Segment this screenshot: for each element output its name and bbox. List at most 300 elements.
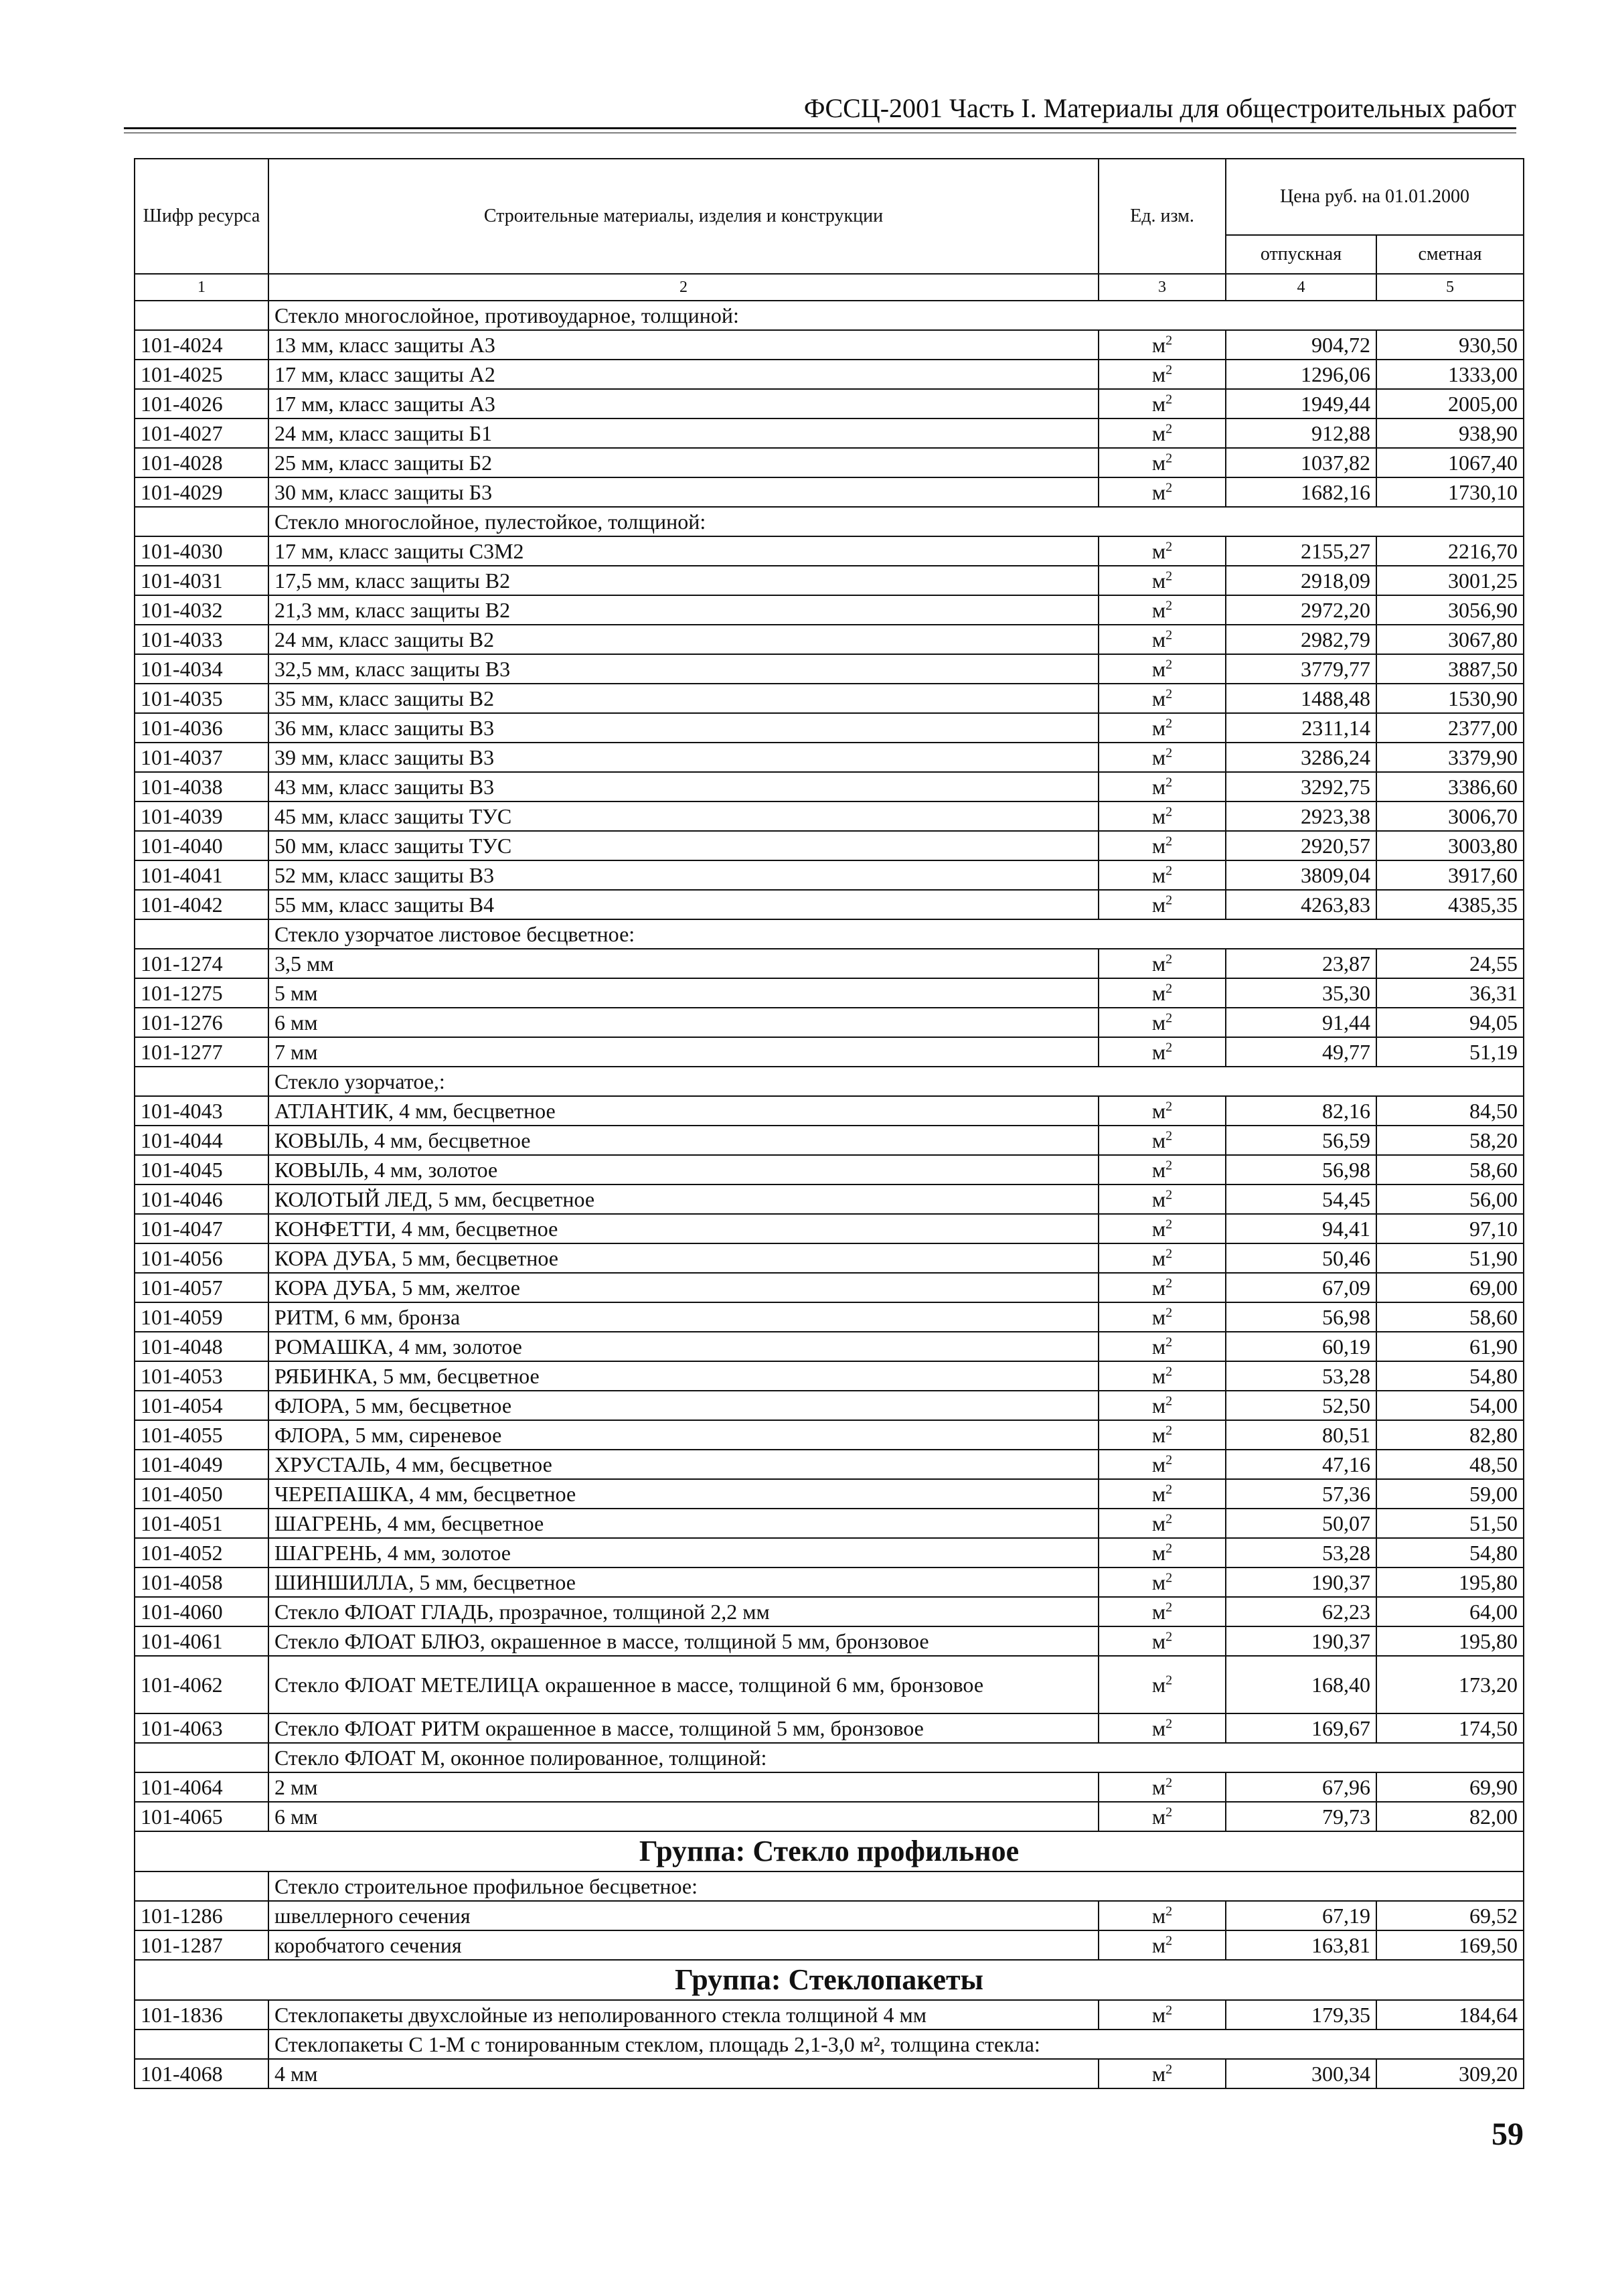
unit-superscript: 2: [1165, 1805, 1173, 1820]
material-name: 35 мм, класс защиты В2: [268, 684, 1099, 713]
resource-code: 101-1287: [135, 1930, 268, 1960]
unit-label: м: [1151, 2003, 1166, 2027]
estimate-price: 1530,90: [1376, 684, 1524, 713]
release-price: 2982,79: [1226, 625, 1376, 654]
unit-label: м: [1151, 1805, 1166, 1829]
section-title: Стекло строительное профильное бесцветное:: [268, 1871, 1524, 1901]
release-price: 2918,09: [1226, 566, 1376, 595]
material-name: ЧЕРЕПАШКА, 4 мм, бесцветное: [268, 1479, 1099, 1509]
unit-superscript: 2: [1165, 951, 1173, 967]
unit-cell: [1099, 1713, 1226, 1743]
release-price: 56,98: [1226, 1302, 1376, 1332]
unit-superscript: 2: [1165, 775, 1173, 790]
unit-superscript: 2: [1165, 1673, 1173, 1688]
release-price: 50,46: [1226, 1243, 1376, 1273]
unit-label: м: [1151, 1276, 1166, 1300]
estimate-price: 3006,70: [1376, 801, 1524, 831]
section-row: [135, 507, 1524, 536]
unit-label: м: [1151, 804, 1166, 828]
estimate-price: 3379,90: [1376, 743, 1524, 772]
unit-superscript: 2: [1165, 1716, 1173, 1732]
material-name: 6 мм: [268, 1802, 1099, 1831]
unit-cell: [1099, 1214, 1226, 1243]
estimate-price: 174,50: [1376, 1713, 1524, 1743]
unit-label: м: [1151, 1775, 1166, 1799]
resource-code: 101-4028: [135, 448, 268, 477]
unit-label: м: [1151, 1423, 1166, 1447]
estimate-price: 58,20: [1376, 1126, 1524, 1155]
table-row: [135, 1479, 1524, 1509]
estimate-price: 51,19: [1376, 1037, 1524, 1067]
table-row: [135, 1509, 1524, 1538]
resource-code: 101-4034: [135, 654, 268, 684]
material-name: ХРУСТАЛЬ, 4 мм, бесцветное: [268, 1450, 1099, 1479]
estimate-price: 930,50: [1376, 330, 1524, 360]
unit-superscript: 2: [1165, 1099, 1173, 1114]
material-name: Стекло ФЛОАТ ГЛАДЬ, прозрачное, толщиной 2,2 мм: [268, 1597, 1099, 1626]
resource-code: 101-4025: [135, 360, 268, 389]
release-price: 56,59: [1226, 1126, 1376, 1155]
estimate-price: 56,00: [1376, 1184, 1524, 1214]
unit-superscript: 2: [1165, 1570, 1173, 1586]
resource-code: 101-4056: [135, 1243, 268, 1273]
unit-cell: [1099, 713, 1226, 743]
release-price: 2155,27: [1226, 536, 1376, 566]
estimate-price: 3917,60: [1376, 860, 1524, 890]
resource-code: 101-4065: [135, 1802, 268, 1831]
header-release: отпускная: [1226, 235, 1376, 274]
unit-label: м: [1151, 1364, 1166, 1388]
table-row: [135, 801, 1524, 831]
release-price: 169,67: [1226, 1713, 1376, 1743]
table-row: [135, 448, 1524, 477]
unit-label: м: [1151, 1511, 1166, 1535]
material-name: ШИНШИЛЛА, 5 мм, бесцветное: [268, 1567, 1099, 1597]
resource-code: 101-4041: [135, 860, 268, 890]
resource-code: 101-4040: [135, 831, 268, 860]
unit-cell: [1099, 1096, 1226, 1126]
resource-code: 101-4033: [135, 625, 268, 654]
unit-label: м: [1151, 451, 1166, 475]
unit-cell: [1099, 1243, 1226, 1273]
unit-cell: [1099, 1626, 1226, 1656]
unit-label: м: [1151, 745, 1166, 769]
estimate-price: 58,60: [1376, 1155, 1524, 1184]
material-name: РЯБИНКА, 5 мм, бесцветное: [268, 1361, 1099, 1391]
unit-label: м: [1151, 392, 1166, 416]
table-row: [135, 360, 1524, 389]
estimate-price: 36,31: [1376, 978, 1524, 1008]
table-row: [135, 1302, 1524, 1332]
table-row: [135, 1626, 1524, 1656]
unit-superscript: 2: [1165, 1364, 1173, 1379]
column-number: 1: [135, 274, 268, 301]
release-price: 1488,48: [1226, 684, 1376, 713]
group-row: [135, 1831, 1524, 1871]
table-row: [135, 2000, 1524, 2030]
unit-cell: [1099, 1155, 1226, 1184]
table-row: [135, 477, 1524, 507]
table-row: [135, 1420, 1524, 1450]
estimate-price: 184,64: [1376, 2000, 1524, 2030]
material-name: 55 мм, класс защиты В4: [268, 890, 1099, 919]
release-price: 912,88: [1226, 418, 1376, 448]
unit-label: м: [1151, 1246, 1166, 1270]
release-price: 53,28: [1226, 1361, 1376, 1391]
material-name: КОВЫЛЬ, 4 мм, бесцветное: [268, 1126, 1099, 1155]
table-row: [135, 949, 1524, 978]
material-name: 4 мм: [268, 2059, 1099, 2088]
material-name: КОВЫЛЬ, 4 мм, золотое: [268, 1155, 1099, 1184]
table-row: [135, 890, 1524, 919]
section-code-cell: [135, 1743, 268, 1772]
release-price: 52,50: [1226, 1391, 1376, 1420]
table-row: [135, 1155, 1524, 1184]
resource-code: 101-4044: [135, 1126, 268, 1155]
unit-label: м: [1151, 981, 1166, 1005]
unit-label: м: [1151, 627, 1166, 652]
unit-cell: [1099, 1361, 1226, 1391]
unit-label: м: [1151, 1716, 1166, 1740]
unit-label: м: [1151, 1673, 1166, 1697]
material-name: 13 мм, класс защиты А3: [268, 330, 1099, 360]
estimate-price: 48,50: [1376, 1450, 1524, 1479]
unit-superscript: 2: [1165, 1629, 1173, 1644]
estimate-price: 195,80: [1376, 1626, 1524, 1656]
unit-superscript: 2: [1165, 863, 1173, 878]
material-name: Стекло ФЛОАТ РИТМ окрашенное в массе, толщиной 5 мм, бронзовое: [268, 1713, 1099, 1743]
unit-label: м: [1151, 362, 1166, 386]
unit-superscript: 2: [1165, 686, 1173, 702]
resource-code: 101-4038: [135, 772, 268, 801]
unit-superscript: 2: [1165, 1775, 1173, 1790]
resource-code: 101-4024: [135, 330, 268, 360]
table-row: [135, 1273, 1524, 1302]
estimate-price: 69,90: [1376, 1772, 1524, 1802]
estimate-price: 3386,60: [1376, 772, 1524, 801]
estimate-price: 82,80: [1376, 1420, 1524, 1450]
estimate-price: 64,00: [1376, 1597, 1524, 1626]
table-row: [135, 1597, 1524, 1626]
resource-code: 101-4061: [135, 1626, 268, 1656]
unit-cell: [1099, 1597, 1226, 1626]
unit-superscript: 2: [1165, 480, 1173, 495]
resource-code: 101-4032: [135, 595, 268, 625]
unit-cell: [1099, 1930, 1226, 1960]
estimate-price: 54,80: [1376, 1538, 1524, 1567]
unit-superscript: 2: [1165, 1276, 1173, 1291]
resource-code: 101-4045: [135, 1155, 268, 1184]
release-price: 190,37: [1226, 1626, 1376, 1656]
material-name: РОМАШКА, 4 мм, золотое: [268, 1332, 1099, 1361]
resource-code: 101-4031: [135, 566, 268, 595]
release-price: 2923,38: [1226, 801, 1376, 831]
unit-label: м: [1151, 1629, 1166, 1653]
resource-code: 101-4060: [135, 1597, 268, 1626]
unit-label: м: [1151, 1334, 1166, 1359]
estimate-price: 3887,50: [1376, 654, 1524, 684]
resource-code: 101-4036: [135, 713, 268, 743]
table-row: [135, 1096, 1524, 1126]
resource-code: 101-4026: [135, 389, 268, 418]
unit-cell: [1099, 1008, 1226, 1037]
table-row: [135, 654, 1524, 684]
unit-superscript: 2: [1165, 539, 1173, 554]
estimate-price: 1333,00: [1376, 360, 1524, 389]
table-row: [135, 1008, 1524, 1037]
table-row: [135, 389, 1524, 418]
unit-label: м: [1151, 657, 1166, 681]
unit-superscript: 2: [1165, 1158, 1173, 1173]
unit-superscript: 2: [1165, 2062, 1173, 2077]
material-name: РИТМ, 6 мм, бронза: [268, 1302, 1099, 1332]
table-row: [135, 1391, 1524, 1420]
material-name: 17,5 мм, класс защиты В2: [268, 566, 1099, 595]
unit-superscript: 2: [1165, 1423, 1173, 1438]
material-name: 5 мм: [268, 978, 1099, 1008]
release-price: 3292,75: [1226, 772, 1376, 801]
resource-code: 101-4052: [135, 1538, 268, 1567]
material-name: 2 мм: [268, 1772, 1099, 1802]
material-name: КОНФЕТТИ, 4 мм, бесцветное: [268, 1214, 1099, 1243]
resource-code: 101-1836: [135, 2000, 268, 2030]
material-name: КОЛОТЫЙ ЛЕД, 5 мм, бесцветное: [268, 1184, 1099, 1214]
section-row: [135, 1871, 1524, 1901]
material-name: 39 мм, класс защиты В3: [268, 743, 1099, 772]
release-price: 60,19: [1226, 1332, 1376, 1361]
table-row: [135, 330, 1524, 360]
column-number: 3: [1099, 274, 1226, 301]
unit-cell: [1099, 1420, 1226, 1450]
estimate-price: 169,50: [1376, 1930, 1524, 1960]
section-row: [135, 919, 1524, 949]
release-price: 1296,06: [1226, 360, 1376, 389]
unit-cell: [1099, 1037, 1226, 1067]
unit-label: м: [1151, 1099, 1166, 1123]
unit-label: м: [1151, 1305, 1166, 1329]
header-code: Шифр ресурса: [135, 159, 268, 274]
unit-superscript: 2: [1165, 745, 1173, 761]
table-row: [135, 1126, 1524, 1155]
release-price: 2920,57: [1226, 831, 1376, 860]
header-estimate: сметная: [1376, 235, 1524, 274]
material-name: 32,5 мм, класс защиты В3: [268, 654, 1099, 684]
table-row: [135, 978, 1524, 1008]
material-name: 21,3 мм, класс защиты В2: [268, 595, 1099, 625]
material-name: 45 мм, класс защиты ТУС: [268, 801, 1099, 831]
release-price: 67,09: [1226, 1273, 1376, 1302]
table-row: [135, 684, 1524, 713]
estimate-price: 69,52: [1376, 1901, 1524, 1930]
release-price: 3286,24: [1226, 743, 1376, 772]
unit-superscript: 2: [1165, 1511, 1173, 1527]
table-row: [135, 536, 1524, 566]
release-price: 49,77: [1226, 1037, 1376, 1067]
unit-cell: [1099, 860, 1226, 890]
release-price: 190,37: [1226, 1567, 1376, 1597]
price-table: [134, 158, 1524, 2089]
estimate-price: 94,05: [1376, 1008, 1524, 1037]
release-price: 3779,77: [1226, 654, 1376, 684]
unit-superscript: 2: [1165, 804, 1173, 820]
unit-label: м: [1151, 1217, 1166, 1241]
unit-superscript: 2: [1165, 451, 1173, 466]
unit-cell: [1099, 743, 1226, 772]
unit-cell: [1099, 772, 1226, 801]
table-row: [135, 772, 1524, 801]
material-name: КОРА ДУБА, 5 мм, желтое: [268, 1273, 1099, 1302]
unit-label: м: [1151, 716, 1166, 740]
unit-cell: [1099, 389, 1226, 418]
unit-label: м: [1151, 1187, 1166, 1211]
unit-label: м: [1151, 686, 1166, 710]
unit-cell: [1099, 1538, 1226, 1567]
material-name: 3,5 мм: [268, 949, 1099, 978]
release-price: 82,16: [1226, 1096, 1376, 1126]
material-name: ШАГРЕНЬ, 4 мм, золотое: [268, 1538, 1099, 1567]
material-name: 24 мм, класс защиты В2: [268, 625, 1099, 654]
release-price: 53,28: [1226, 1538, 1376, 1567]
unit-cell: [1099, 1509, 1226, 1538]
estimate-price: 54,00: [1376, 1391, 1524, 1420]
unit-cell: [1099, 1273, 1226, 1302]
unit-cell: [1099, 1772, 1226, 1802]
unit-cell: [1099, 1479, 1226, 1509]
material-name: АТЛАНТИК, 4 мм, бесцветное: [268, 1096, 1099, 1126]
resource-code: 101-4047: [135, 1214, 268, 1243]
release-price: 179,35: [1226, 2000, 1376, 2030]
unit-superscript: 2: [1165, 1393, 1173, 1409]
material-name: ШАГРЕНЬ, 4 мм, бесцветное: [268, 1509, 1099, 1538]
resource-code: 101-4068: [135, 2059, 268, 2088]
release-price: 3809,04: [1226, 860, 1376, 890]
unit-label: м: [1151, 1482, 1166, 1506]
unit-label: м: [1151, 863, 1166, 887]
unit-superscript: 2: [1165, 834, 1173, 849]
unit-superscript: 2: [1165, 1010, 1173, 1026]
unit-cell: [1099, 684, 1226, 713]
release-price: 23,87: [1226, 949, 1376, 978]
material-name: 17 мм, класс защиты А3: [268, 389, 1099, 418]
unit-cell: [1099, 831, 1226, 860]
resource-code: 101-4046: [135, 1184, 268, 1214]
table-row: [135, 418, 1524, 448]
section-title: Стекло ФЛОАТ М, оконное полированное, толщиной:: [268, 1743, 1524, 1772]
resource-code: 101-4064: [135, 1772, 268, 1802]
unit-label: м: [1151, 421, 1166, 445]
release-price: 4263,83: [1226, 890, 1376, 919]
table-row: [135, 1332, 1524, 1361]
resource-code: 101-4048: [135, 1332, 268, 1361]
material-name: 6 мм: [268, 1008, 1099, 1037]
release-price: 163,81: [1226, 1930, 1376, 1960]
unit-label: м: [1151, 834, 1166, 858]
table-row: [135, 1538, 1524, 1567]
release-price: 54,45: [1226, 1184, 1376, 1214]
resource-code: 101-4042: [135, 890, 268, 919]
estimate-price: 24,55: [1376, 949, 1524, 978]
estimate-price: 3067,80: [1376, 625, 1524, 654]
unit-cell: [1099, 2059, 1226, 2088]
unit-superscript: 2: [1165, 1305, 1173, 1320]
section-code-cell: [135, 301, 268, 330]
unit-cell: [1099, 1184, 1226, 1214]
unit-cell: [1099, 1802, 1226, 1831]
estimate-price: 59,00: [1376, 1479, 1524, 1509]
unit-label: м: [1151, 775, 1166, 799]
release-price: 67,96: [1226, 1772, 1376, 1802]
release-price: 904,72: [1226, 330, 1376, 360]
unit-superscript: 2: [1165, 1217, 1173, 1232]
unit-superscript: 2: [1165, 627, 1173, 643]
unit-superscript: 2: [1165, 1187, 1173, 1203]
unit-cell: [1099, 801, 1226, 831]
unit-cell: [1099, 654, 1226, 684]
material-name: Стекло ФЛОАТ МЕТЕЛИЦА окрашенное в массе, толщиной 6 мм, бронзовое: [268, 1656, 1099, 1713]
estimate-price: 3056,90: [1376, 595, 1524, 625]
unit-superscript: 2: [1165, 1541, 1173, 1556]
resource-code: 101-4053: [135, 1361, 268, 1391]
unit-superscript: 2: [1165, 981, 1173, 996]
unit-cell: [1099, 330, 1226, 360]
table-row: [135, 595, 1524, 625]
section-title: Стекло многослойное, пулестойкое, толщиной:: [268, 507, 1524, 536]
header-rule: [124, 127, 1516, 129]
unit-superscript: 2: [1165, 1482, 1173, 1497]
table-row: [135, 713, 1524, 743]
unit-cell: [1099, 1901, 1226, 1930]
resource-code: 101-4049: [135, 1450, 268, 1479]
release-price: 62,23: [1226, 1597, 1376, 1626]
header-name: Строительные материалы, изделия и конструкции: [268, 159, 1099, 274]
unit-superscript: 2: [1165, 1334, 1173, 1350]
material-name: 24 мм, класс защиты Б1: [268, 418, 1099, 448]
unit-cell: [1099, 1450, 1226, 1479]
resource-code: 101-4037: [135, 743, 268, 772]
table-row: [135, 743, 1524, 772]
material-name: 52 мм, класс защиты В3: [268, 860, 1099, 890]
estimate-price: 69,00: [1376, 1273, 1524, 1302]
release-price: 50,07: [1226, 1509, 1376, 1538]
unit-label: м: [1151, 1158, 1166, 1182]
release-price: 1037,82: [1226, 448, 1376, 477]
unit-superscript: 2: [1165, 568, 1173, 584]
section-row: [135, 2030, 1524, 2059]
estimate-price: 1067,40: [1376, 448, 1524, 477]
material-name: Стеклопакеты двухслойные из неполированного стекла толщиной 4 мм: [268, 2000, 1099, 2030]
group-title: Группа: Стекло профильное: [135, 1831, 1524, 1871]
section-code-cell: [135, 1067, 268, 1096]
release-price: 80,51: [1226, 1420, 1376, 1450]
table-row: [135, 2059, 1524, 2088]
release-price: 2972,20: [1226, 595, 1376, 625]
estimate-price: 2377,00: [1376, 713, 1524, 743]
group-row: [135, 1960, 1524, 2000]
estimate-price: 84,50: [1376, 1096, 1524, 1126]
release-price: 1682,16: [1226, 477, 1376, 507]
unit-label: м: [1151, 1393, 1166, 1418]
resource-code: 101-1286: [135, 1901, 268, 1930]
resource-code: 101-4063: [135, 1713, 268, 1743]
estimate-price: 61,90: [1376, 1332, 1524, 1361]
estimate-price: 3003,80: [1376, 831, 1524, 860]
unit-cell: [1099, 949, 1226, 978]
unit-cell: [1099, 1302, 1226, 1332]
material-name: 50 мм, класс защиты ТУС: [268, 831, 1099, 860]
release-price: 79,73: [1226, 1802, 1376, 1831]
section-row: [135, 1743, 1524, 1772]
material-name: КОРА ДУБА, 5 мм, бесцветное: [268, 1243, 1099, 1273]
